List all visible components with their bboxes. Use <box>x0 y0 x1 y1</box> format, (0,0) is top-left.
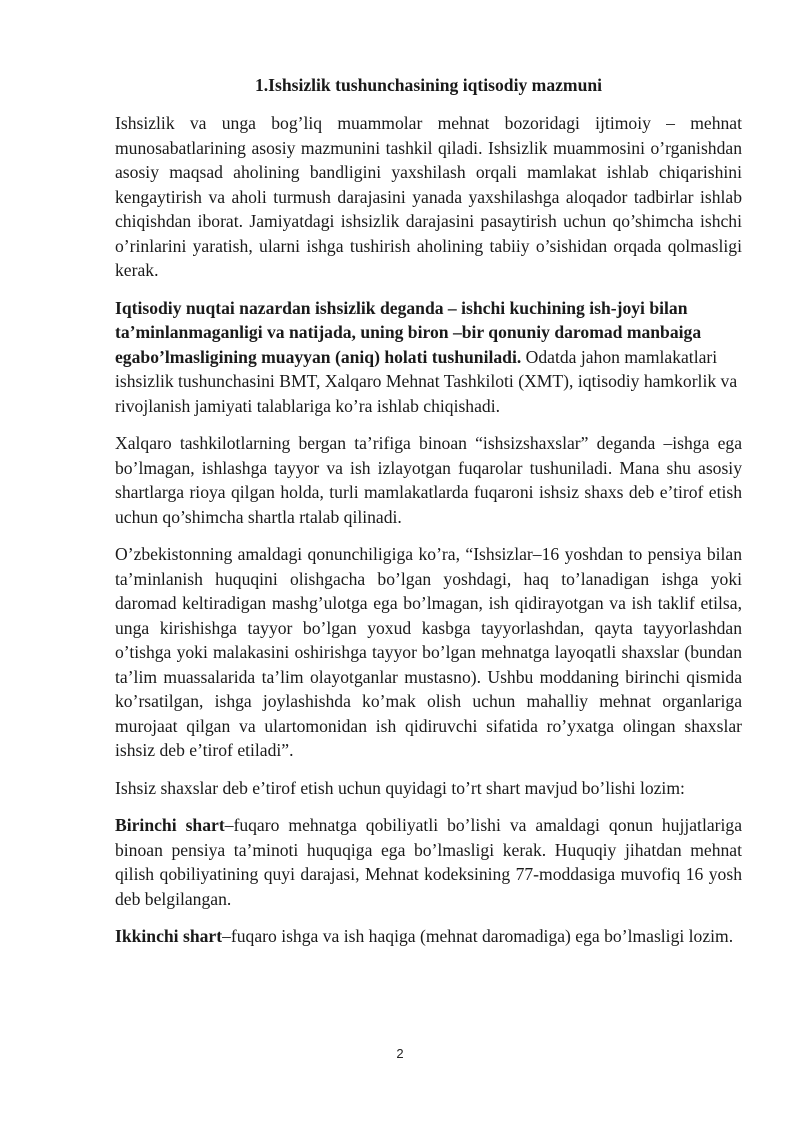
paragraph-first-condition <box>115 813 742 911</box>
paragraph-legislation: O’zbekistonning amaldagi qonunchiligiga ko’ra, “Ishsizlar–16 yoshdan to pensiya bilan ta’minlanish huquqini olishgacha bo’lgan yoshdagi, haq to’lanadigan ishga yoki daromad keltiradigan mashg’ulotga ega bo’lmagan, ish qidirayotgan va ish taklif etilsa, unga kirishishga tayyor bo’lgan yoxud kasbga tayyorlashdan, qayta tayyorlashdan o’tishga yoki malakasini oshirishga tayyor bo’lgan mehnatga layoqatli shaxslar (bundan ta’lim muassalarida ta’lim olayotganlar mustasno). Ushbu moddaning birinchi qismida ko’rsatilgan, ishga joylashishda ko’mak olish uchun mahalliy mehnat organlariga murojaat qilgan va ulartomonidan ish qidiruvchi sifatida ro’yxatga olingan shaxslar ishsiz deb e’tirof etiladi”. <box>115 544 742 760</box>
page-number: 2 <box>396 1046 404 1061</box>
paragraph-second-condition <box>115 924 742 949</box>
first-condition-label: Birinchi shart <box>115 815 225 835</box>
paragraph-conditions-intro: Ishsiz shaxslar deb e’tirof etish uchun quyidagi to’rt shart mavjud bo’lishi lozim: <box>115 777 685 798</box>
paragraph-international: Xalqaro tashkilotlarning bergan ta’rifiga binoan “ishsizshaxslar” deganda –ishga ega bo’lmagan, ishlashga tayyor va ish izlayotgan fuqarolar tushuniladi. Mana shu asosiy shartlarga rioya qilgan holda, turli mamlakatlarda fuqaroni ishsiz shaxs deb e’tirof etish uchun qo’shimcha shartla rtalab qilinadi. <box>115 433 742 527</box>
second-condition-text: –fuqaro ishga va ish haqiga (mehnat daromadiga) ega bo’lmasligi lozim. <box>222 926 734 946</box>
second-condition-label: Ikkinchi shart <box>115 926 223 946</box>
first-condition-text: –fuqaro mehnatga qobiliyatli bo’lishi va amaldagi qonun hujjatlariga binoan pensiya ta’minoti huquqiga ega bo’lmasligi kerak. Huquqiy jihatdan mehnat qilish qobiliyatining quyi darajasi, Mehnat kodeksining 77-moddasiga muvofiq 16 yosh deb belgilangan. <box>115 815 742 909</box>
definition-rest-text: Odatda jahon mamlakatlari ishsizlik tushunchasini BMT, Xalqaro Mehnat Tashkiloti (XMT), iqtisodiy hamkorlik va rivojlanish jamiyati talablariga ko’ra ishlab chiqishadi. <box>115 346 738 416</box>
section-title: 1.Ishsizlik tushunchasining iqtisodiy mazmuni <box>254 75 603 95</box>
document-page <box>115 73 742 962</box>
definition-bold-text: Iqtisodiy nuqtai nazardan ishsizlik deganda – ishchi kuchining ish-joyi bilan ta’minlanmaganligi va natijada, uning biron –bir qonuniy daromad manbaiga egabo’lmasligining muayyan (aniq) holati tushuniladi. <box>115 297 702 367</box>
paragraph-intro: Ishsizlik va unga bog’liq muammolar mehnat bozoridagi ijtimoiy – mehnat munosabatlarining asosiy mazmunini tashkil qiladi. Ishsizlik muammosini o’rganishdan asosiy maqsad aholining bandligini yaxshilash orqali mamlakat ishlab chiqarishini kengaytirish va aholi turmush darajasini yanada yaxshilashga aloqador tadbirlar ishlab chiqishdan iborat. Jamiyatdagi ishsizlik darajasini pasaytirish uchun qo’shimcha ishchi o’rinlarini yaratish, ularni ishga tushirish aholining tabiiy o’sishidan orqada qolmasligi kerak. <box>115 113 742 280</box>
paragraph-definition <box>115 296 742 419</box>
